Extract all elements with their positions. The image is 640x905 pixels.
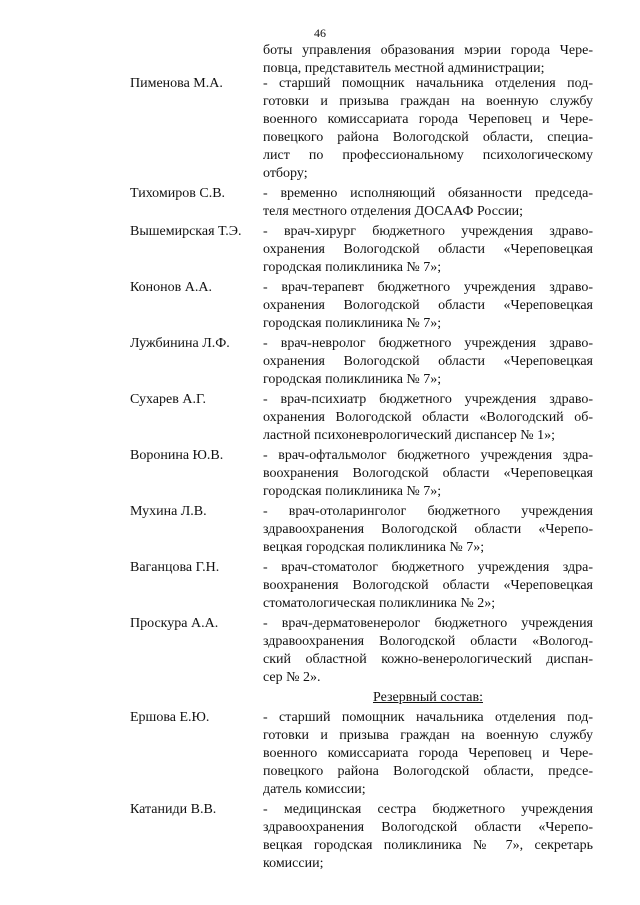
text-line: охранения Вологодской области «Вологодский об- [263,410,593,425]
member-name: Проскура А.А. [130,616,219,631]
member-entry [0,223,640,277]
text-line: теля местного отделения ДОСААФ России; [263,204,524,219]
member-entry [0,391,640,445]
member-name: Вышемирская Т.Э. [130,224,242,239]
text-line: - врач-дерматовенеролог бюджетного учреждения [263,616,593,631]
text-line: - старший помощник начальника отделения под- [263,710,593,725]
member-name: Ершова Е.Ю. [130,710,210,725]
text-line: - врач-терапевт бюджетного учреждения здраво- [263,280,593,295]
text-line: - врач-психиатр бюджетного учреждения здраво- [263,392,593,407]
member-role [263,279,593,333]
text-line: охранения Вологодской области «Череповецкая [263,242,593,257]
text-line: вецкая городская поликлиника № 7»; [263,540,485,555]
member-entry [0,559,640,613]
member-name: Лужбинина Л.Ф. [130,336,230,351]
member-role [263,559,593,613]
text-line: военного комиссариата города Череповец и Чере- [263,746,593,761]
text-line: датель комиссии; [263,782,366,797]
reserve-heading-text: Резервный состав: [372,690,483,705]
text-line: комиссии; [263,856,324,871]
text-line: - старший помощник начальника отделения под- [263,76,593,91]
text-line: повецкого района Вологодской области, предсе- [263,764,593,779]
member-entry [0,447,640,501]
text-line: отбору; [263,166,308,181]
member-entry [0,615,640,687]
text-line: - временно исполняющий обязанности председа- [263,186,593,201]
member-role [263,223,593,277]
reserve-heading [263,689,593,707]
text-line: повца, представитель местной администрации; [263,61,545,76]
member-name: Пименова М.А. [130,76,223,91]
text-line: сер № 2». [263,670,321,685]
text-line: - врач-невролог бюджетного учреждения здраво- [263,336,593,351]
text-line: городская поликлиника № 7»; [263,484,442,499]
text-line: - врач-офтальмолог бюджетного учреждения здра- [263,448,593,463]
member-name: Воронина Ю.В. [130,448,224,463]
text-line: воохранения Вологодской области «Череповецкая [263,466,593,481]
member-name: Катаниди В.В. [130,802,217,817]
member-entry [0,709,640,799]
text-line: - врач-хирург бюджетного учреждения здраво- [263,224,593,239]
member-entry [0,335,640,389]
text-line: - врач-отоларинголог бюджетного учреждения [263,504,593,519]
text-line: ский областной кожно-венерологический диспан- [263,652,593,667]
text-line: повецкого района Вологодской области, специа- [263,130,593,145]
text-line: охранения Вологодской области «Череповецкая [263,354,593,369]
member-role [263,447,593,501]
text-line: боты управления образования мэрии города Чере- [263,43,593,58]
page-number: 46 [314,26,326,40]
member-role [263,503,593,557]
text-line: городская поликлиника № 7»; [263,260,442,275]
member-list [0,75,640,875]
member-entry [0,801,640,873]
text-line: здравоохранения Вологодской области «Вологод- [263,634,593,649]
member-name: Мухина Л.В. [130,504,207,519]
text-line: здравоохранения Вологодской области «Черепо- [263,522,593,537]
text-line: лист по профессиональному психологическому [263,148,593,163]
text-line: вецкая городская поликлиника № 7», секретарь [263,838,593,853]
member-name: Ваганцова Г.Н. [130,560,220,575]
text-line: военного комиссариата города Череповец и Чере- [263,112,593,127]
member-entry [0,185,640,221]
member-entry [0,279,640,333]
text-line: готовки и призыва граждан на военную службу [263,728,593,743]
continuation-text [263,42,593,78]
member-name: Кононов А.А. [130,280,212,295]
member-entry [0,503,640,557]
member-role [263,709,593,799]
text-line: здравоохранения Вологодской области «Черепо- [263,820,593,835]
text-line: воохранения Вологодской области «Череповецкая [263,578,593,593]
text-line: ластной психоневрологический диспансер № 1»; [263,428,556,443]
text-line: городская поликлиника № 7»; [263,372,442,387]
text-line: городская поликлиника № 7»; [263,316,442,331]
member-role [263,75,593,183]
member-role [263,335,593,389]
text-line: готовки и призыва граждан на военную службу [263,94,593,109]
member-role [263,391,593,445]
text-line: стоматологическая поликлиника № 2»; [263,596,496,611]
text-line: - врач-стоматолог бюджетного учреждения здра- [263,560,593,575]
member-role [263,185,593,221]
member-name: Тихомиров С.В. [130,186,226,201]
text-line: - медицинская сестра бюджетного учреждения [263,802,593,817]
member-role [263,801,593,873]
text-line: охранения Вологодской области «Череповецкая [263,298,593,313]
member-entry [0,75,640,183]
member-name: Сухарев А.Г. [130,392,206,407]
member-role [263,615,593,687]
